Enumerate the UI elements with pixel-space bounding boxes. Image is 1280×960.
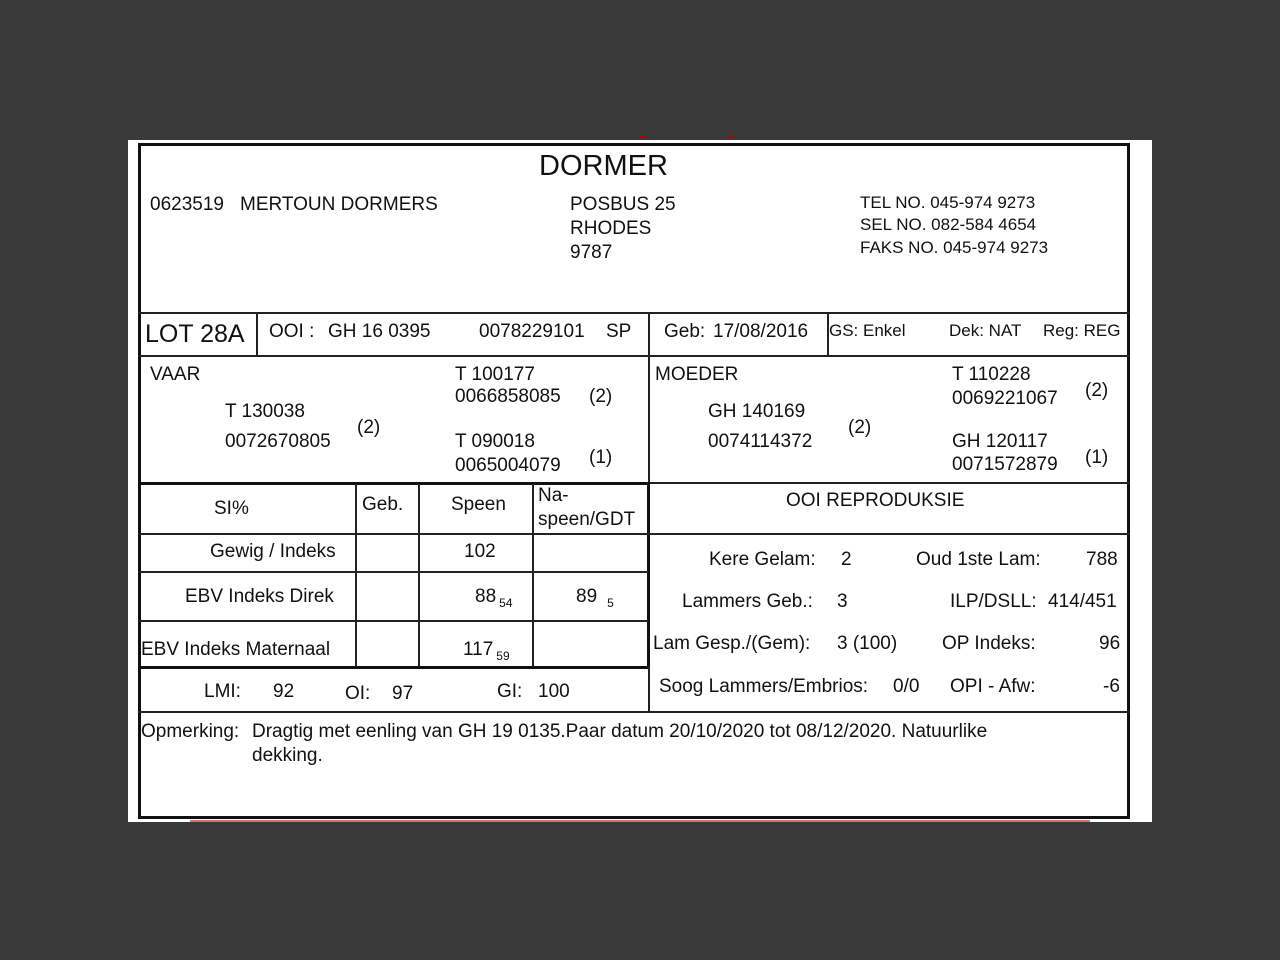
ilp-value: 414/451 (1048, 591, 1117, 612)
oud-label: Oud 1ste Lam: (916, 549, 1041, 570)
remark-label: Opmerking: (141, 721, 240, 742)
dam-id: GH 140169 (708, 401, 806, 422)
registration-type: Reg: REG (1043, 321, 1121, 340)
mating-type: Dek: NAT (949, 321, 1022, 340)
sire-sire-number: 0066858085 (455, 386, 561, 407)
op-value: 96 (1099, 633, 1121, 654)
lam-label: Lam Gesp./(Gem): (653, 633, 811, 654)
lammers-value: 3 (837, 591, 848, 612)
sire-number: 0072670805 (225, 431, 331, 452)
dam-sire-number: 0069221067 (952, 388, 1058, 409)
gi-value: 100 (538, 681, 570, 702)
ilp-label: ILP/DSLL: (950, 591, 1037, 612)
ewe-registration: 0078229101 (479, 321, 585, 342)
print-mark (640, 136, 646, 138)
gi-label: GI: (497, 681, 523, 702)
oi-label: OI: (345, 683, 371, 704)
naspeen-value: 89 $_5$ (576, 586, 614, 610)
dam-dam-id: GH 120117 (952, 431, 1048, 452)
accuracy: 54 (499, 596, 513, 610)
geb-header: Geb. (362, 494, 404, 515)
ewe-label: OOI : (269, 321, 315, 342)
opi-label: OPI - Afw: (950, 676, 1036, 697)
naspeen-header: Na- (538, 485, 569, 506)
op-label: OP Indeks: (942, 633, 1036, 654)
divider (138, 711, 1130, 713)
dam-label: MOEDER (655, 364, 739, 385)
sire-dam-id: T 090018 (455, 431, 535, 452)
birth-label: Geb: (664, 321, 706, 342)
oi-value: 97 (392, 683, 414, 704)
breeder-name: MERTOUN DORMERS (240, 194, 438, 215)
row-label: Gewig / Indeks (210, 541, 336, 562)
sire-dam-number: 0065004079 (455, 455, 561, 476)
lmi-value: 92 (273, 681, 295, 702)
dam-dam-generation: (1) (1085, 447, 1109, 468)
divider (138, 620, 648, 622)
repro-title: OOI REPRODUKSIE (786, 490, 965, 511)
birth-status: GS: Enkel (829, 321, 906, 340)
divider (138, 533, 648, 535)
accuracy: 5 (607, 596, 614, 610)
ewe-id: GH 16 0395 (328, 321, 431, 342)
speen-value: 102 (464, 541, 496, 562)
divider (138, 571, 648, 573)
remark-text: dekking. (252, 745, 323, 766)
birth-date: 17/08/2016 (713, 321, 809, 342)
divider (648, 355, 650, 483)
lot-number: LOT 28A (145, 320, 245, 348)
divider (256, 312, 258, 356)
sire-generation: (2) (357, 417, 381, 438)
breed-title: DORMER (539, 150, 668, 182)
print-mark (728, 136, 734, 138)
table-border (138, 666, 650, 669)
print-mark (190, 820, 1090, 822)
opi-value: -6 (1103, 676, 1120, 697)
lam-value: 3 (100) (837, 633, 898, 654)
divider (138, 312, 1130, 314)
naspeen-header: speen/GDT (538, 509, 636, 530)
remark-text: Dragtig met eenling van GH 19 0135.Paar datum 20/10/2020 tot 08/12/2020. Natuurlike (252, 721, 988, 742)
ewe-grade: SP (606, 321, 632, 342)
contact-fax: FAKS NO. 045-974 9273 (860, 238, 1049, 257)
soog-value: 0/0 (893, 676, 920, 697)
dam-dam-number: 0071572879 (952, 454, 1058, 475)
sire-id: T 130038 (225, 401, 305, 422)
si-header: SI% (214, 498, 249, 519)
contact-tel: TEL NO. 045-974 9273 (860, 193, 1036, 212)
kere-label: Kere Gelam: (709, 549, 816, 570)
dam-number: 0074114372 (708, 431, 813, 452)
divider (648, 533, 1130, 535)
dam-generation: (2) (848, 417, 872, 438)
table-border (138, 482, 650, 485)
sire-dam-generation: (1) (589, 447, 613, 468)
speen-value: 117 $_{59}$ (463, 639, 510, 663)
lammers-label: Lammers Geb.: (682, 591, 813, 612)
dam-sire-generation: (2) (1085, 380, 1109, 401)
kere-value: 2 (841, 549, 852, 570)
contact-cell: SEL NO. 082-584 4654 (860, 215, 1037, 234)
row-label: EBV Indeks Maternaal (141, 639, 331, 660)
divider (532, 484, 534, 667)
sire-label: VAAR (150, 364, 201, 385)
dam-sire-id: T 110228 (952, 364, 1031, 385)
speen-value: 88 $_{54}$ (475, 586, 513, 610)
oud-value: 788 (1086, 549, 1118, 570)
address-line: RHODES (570, 218, 652, 239)
divider (355, 484, 357, 667)
address-line: POSBUS 25 (570, 194, 676, 215)
accuracy: 59 (496, 649, 510, 663)
divider (648, 666, 650, 712)
divider (138, 355, 1130, 357)
table-border (647, 482, 650, 669)
sire-sire-id: T 100177 (455, 364, 535, 385)
speen-header: Speen (451, 494, 506, 515)
sire-sire-generation: (2) (589, 386, 613, 407)
soog-label: Soog Lammers/Embrios: (659, 676, 869, 697)
address-line: 9787 (570, 242, 613, 263)
divider (418, 484, 420, 667)
breeder-number: 0623519 (150, 194, 224, 215)
row-label: EBV Indeks Direk (185, 586, 334, 607)
divider (648, 312, 650, 356)
lmi-label: LMI: (204, 681, 241, 702)
